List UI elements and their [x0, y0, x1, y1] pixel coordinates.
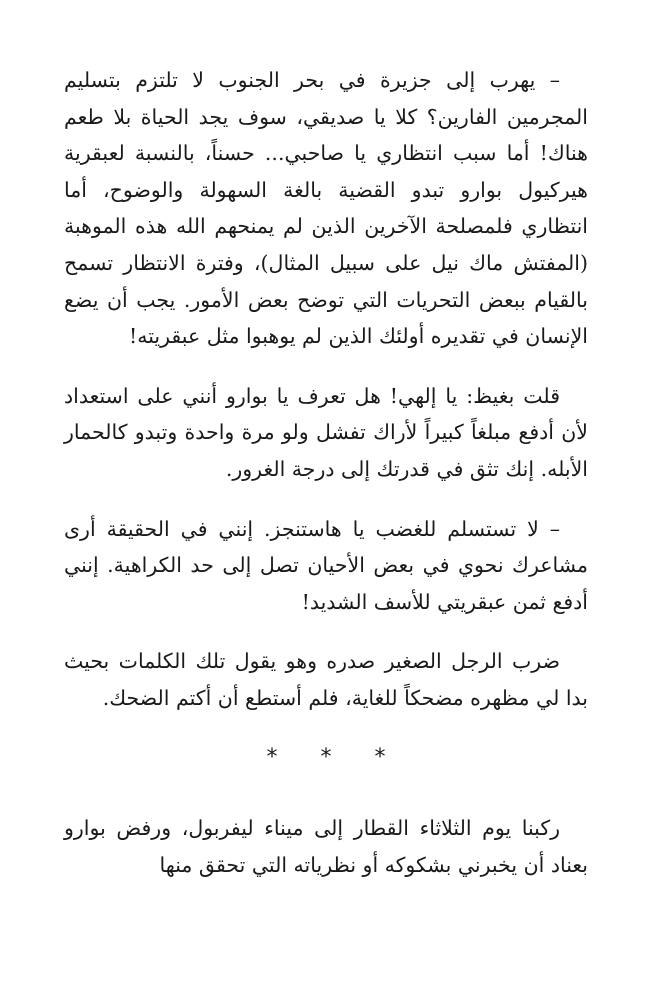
book-page [64, 62, 588, 906]
paragraph-hastings-anger: قلت بغيظ: يا إلهي! هل تعرف يا بوارو أنني على استعداد لأن أدفع مبلغاً كبيراً لأراك تفشل ولو مرة واحدة وتبدو كالحمار الأبله. إنك تثق في قدرتك إلى درجة الغرور. [64, 383, 588, 481]
paragraph-poirot-genius: – لا تستسلم للغضب يا هاستنجز. إنني في الحقيقة أرى مشاعرك نحوي في بعض الأحيان تصل إلى حد الكراهية. إنني أدفع ثمن عبقريتي للأسف الشديد! [64, 516, 588, 614]
paragraph-narration-laugh: ضرب الرجل الصغير صدره وهو يقول تلك الكلمات بحيث بدا لي مظهره مضحكاً للغاية، فلم أستطع أن أكتم الضحك. [64, 649, 588, 710]
paragraph-poirot-reply: – يهرب إلى جزيرة في بحر الجنوب لا تلتزم بتسليم المجرمين الفارين؟ كلا يا صديقي، سوف يجد الحياة بلا طعم هناك! أما سبب انتظاري يا صاحبي... حسناً، بالنسبة لعبقرية هيركيول بوارو تبدو القضية بالغة السهولة والوضوح، أما انتظاري فلمصلحة الآخرين الذين لم يمنحهم الله هذه الموهبة (المفتش ماك نيل على سبيل المثال)، وفترة الانتظار تسمح بالقيام ببعض التحريات التي توضح بعض الأمور. يجب أن يضع الإنسان في تقديره أولئك الذين لم يوهبوا مثل عبقريته! [64, 68, 588, 349]
paragraph-liverpool-train: ركبنا يوم الثلاثاء القطار إلى ميناء ليفربول، ورفض بوارو بعناد أن يخبرني بشكوكه أو نظرياته التي تحقق منها [64, 816, 588, 877]
section-separator: * * * [266, 744, 404, 770]
